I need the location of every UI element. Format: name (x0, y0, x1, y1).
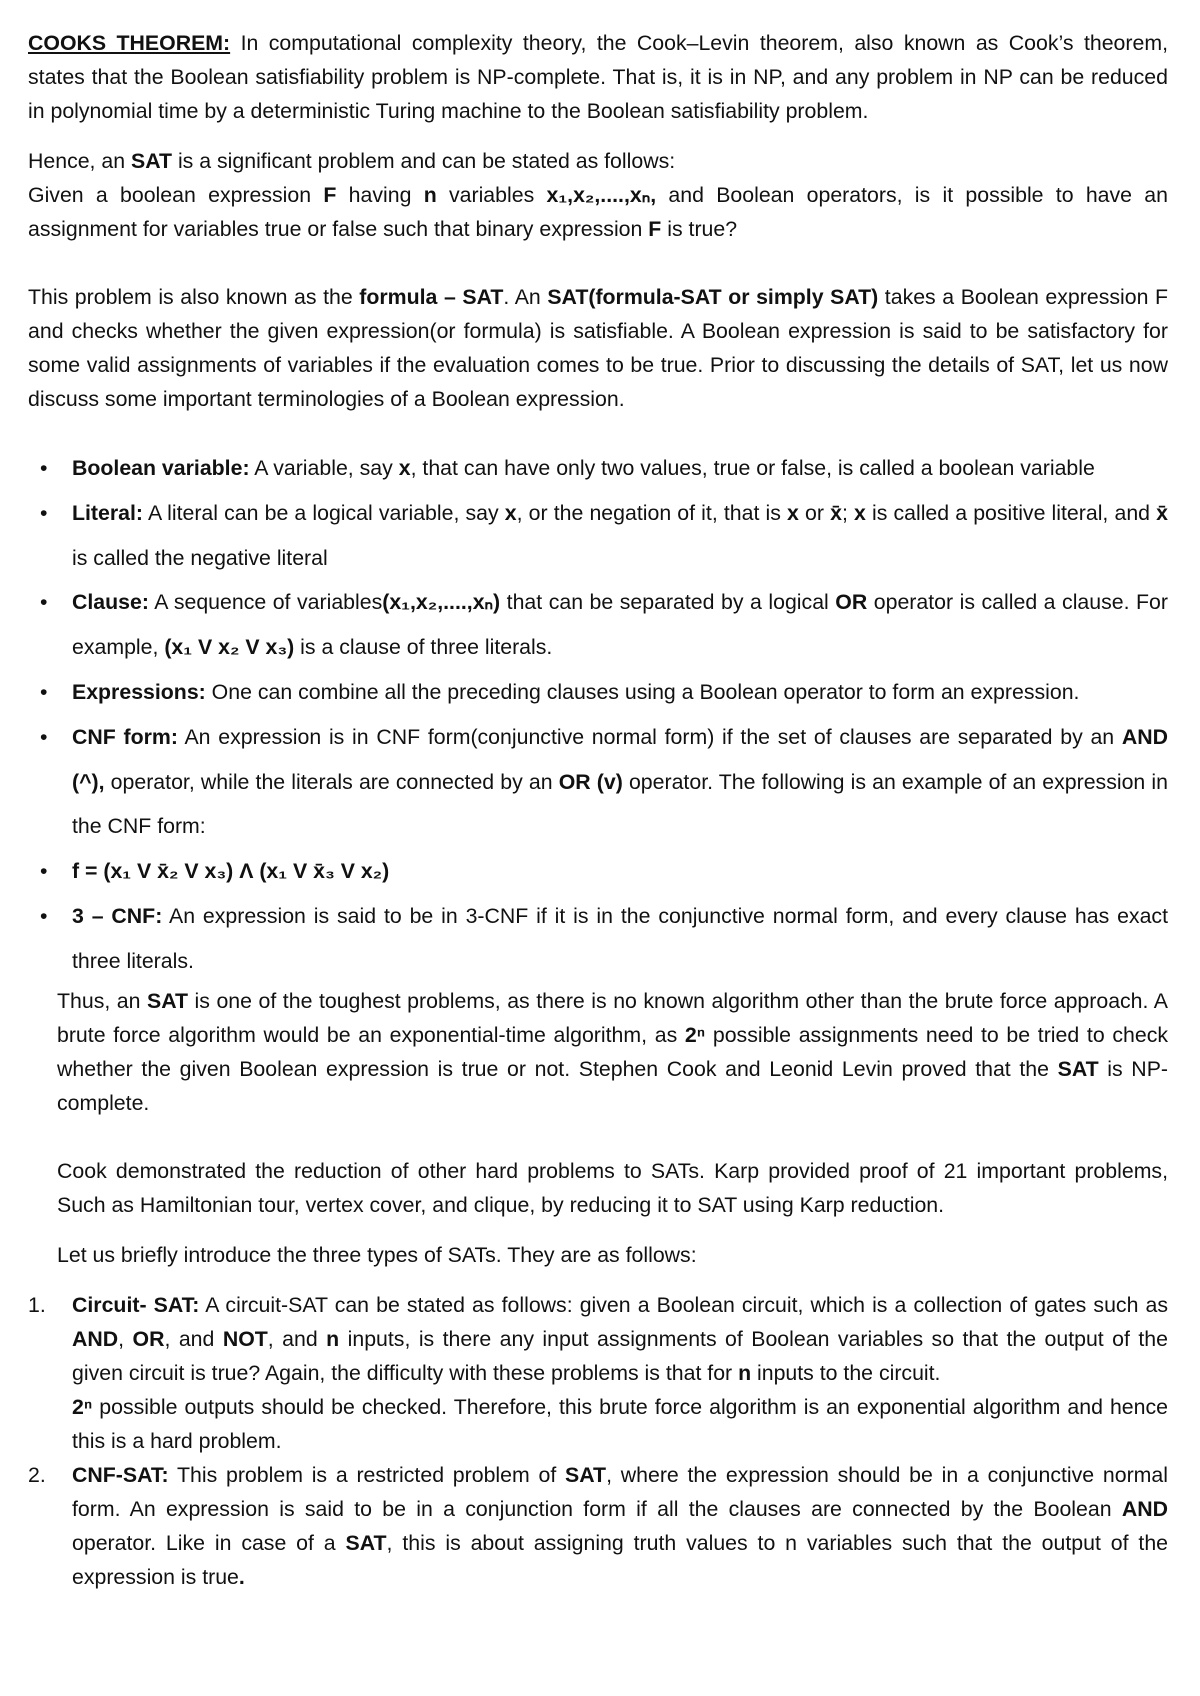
bold-power: 2ⁿ (72, 1394, 93, 1419)
bullet: • (40, 724, 48, 749)
list-item-circuit-sat (28, 1288, 1168, 1458)
term-label: Expressions: (72, 679, 206, 704)
item-number: 2. (28, 1462, 46, 1487)
list-item-expressions (28, 670, 1168, 715)
text: operator is called a clause. For example, (72, 590, 1168, 660)
formula-sat-paragraph (28, 280, 1168, 416)
term-label: Boolean variable: (72, 456, 250, 480)
list-item-cnf-sat (28, 1458, 1168, 1594)
text: . An (503, 285, 548, 309)
bold-period: . (238, 1564, 245, 1589)
text: is called the negative literal (72, 545, 328, 570)
text: , where the expression should be in a conjunctive normal form. An expression is said to be in a conjunction form if all the clauses are connected by the Boolean (72, 1462, 1168, 1521)
sat-types-list (28, 1288, 1168, 1594)
text: This problem is a restricted problem of (168, 1462, 566, 1487)
bold-and: AND (72, 1326, 119, 1351)
text: having (336, 183, 424, 207)
bullet: • (40, 500, 48, 525)
document-page (28, 26, 1168, 1594)
text: An expression is in CNF form(conjunctive normal form) if the set of clauses are separated by an (177, 724, 1122, 749)
text: , (118, 1326, 133, 1351)
cnf-formula: f = (x₁ V x̄₂ V x₃) Λ (x₁ V x̄₃ V x₂) (72, 859, 390, 884)
text: is a clause of three literals. (294, 635, 553, 660)
bold-x-bar: x̄ (830, 500, 842, 525)
text: , and (164, 1326, 223, 1351)
text: , that can have only two values, true or false, is called a boolean variable (410, 456, 1095, 480)
term-label: 3 – CNF: (72, 903, 163, 928)
text: operator, while the literals are connected by an (104, 769, 559, 794)
list-item-cnf-form (28, 715, 1168, 849)
bold-sat: SAT (131, 149, 173, 173)
bold-sat: SAT (565, 1462, 607, 1487)
text: is called a positive literal, and (865, 500, 1157, 525)
bold-and: AND (^), (72, 724, 1168, 794)
text: operator. Like in case of a (72, 1530, 346, 1555)
bold-or: OR (v) (558, 769, 623, 794)
bold-n: n (423, 183, 437, 207)
text: or (798, 500, 831, 525)
thus-paragraph (57, 984, 1168, 1120)
text: , and (267, 1326, 327, 1351)
text: possible outputs should be checked. Therefore, this brute force algorithm is an exponential algorithm and hence this is a hard problem. (72, 1394, 1168, 1453)
list-item-3-cnf (28, 894, 1168, 984)
text: A variable, say (249, 456, 399, 480)
bold-and: AND (1121, 1496, 1168, 1521)
bold-x: x (504, 500, 517, 525)
bold-n: n (326, 1326, 340, 1351)
text: is one of the toughest problems, as there is no known algorithm other than the brute force approach. A brute force algorithm would be an exponential-time algorithm, as (57, 988, 1169, 1047)
bold-clause-example: (x₁ V x₂ V x₃) (164, 635, 295, 660)
text: A literal can be a logical variable, say (143, 500, 505, 525)
text: Hence, an (28, 149, 132, 173)
bold-variables: (x₁,x₂,....,xₙ) (382, 590, 501, 615)
bullet: • (40, 859, 48, 884)
bold-x: x (787, 500, 799, 525)
text: Thus, an (57, 988, 148, 1013)
bold-x-bar: x̄ (1156, 500, 1168, 525)
term-label: Literal: (72, 500, 144, 525)
bold-or: OR (132, 1326, 165, 1351)
list-item-boolean-variable (28, 446, 1168, 491)
item-number: 1. (28, 1292, 46, 1317)
text: is a significant problem and can be stated as follows: (172, 149, 676, 173)
term-label: CNF-SAT: (72, 1462, 169, 1487)
text: ; (841, 500, 854, 525)
text: inputs, is there any input assignments of Boolean variables so that the output of the given circuit is true? Again, the difficulty with these problems is that for (72, 1326, 1168, 1385)
bold-or: OR (835, 590, 868, 615)
closing-section (28, 984, 1168, 1288)
text: One can combine all the preceding clauses using a Boolean operator to form an expression. (205, 679, 1080, 704)
sat-statement-line2 (28, 178, 1168, 246)
bullet: • (40, 679, 48, 704)
heading-cooks-theorem: COOKS THEOREM: (28, 31, 231, 55)
text: A circuit-SAT can be stated as follows: given a Boolean circuit, which is a collection of gates such as (199, 1292, 1168, 1317)
bold-f: F (648, 217, 662, 241)
bold-sat-definition: SAT(formula-SAT or simply SAT) (547, 285, 879, 309)
term-label: Clause: (72, 590, 149, 615)
text: Given a boolean expression (28, 183, 324, 207)
cook-paragraph: Cook demonstrated the reduction of other hard problems to SATs. Karp provided proof of 21 important problems, Such as Hamiltonian tour, vertex cover, and clique, by reducing it to SAT using Karp reduction. (57, 1158, 1168, 1217)
bold-not: NOT (222, 1326, 268, 1351)
intro-paragraph (28, 26, 1168, 128)
text: variables (436, 183, 547, 207)
bullet: • (40, 903, 48, 928)
bullet: • (40, 456, 48, 480)
bold-x: x (398, 456, 411, 480)
text: inputs to the circuit. (751, 1360, 941, 1385)
text: operator. The following is an example of an expression in the CNF form: (72, 769, 1168, 839)
term-label: CNF form: (72, 724, 178, 749)
text: is NP-complete. (57, 1056, 1168, 1115)
sat-statement-line1 (28, 144, 1168, 178)
types-intro: Let us briefly introduce the three types of SATs. They are as follows: (57, 1242, 697, 1267)
list-item-clause (28, 580, 1168, 670)
bold-n: n (738, 1360, 752, 1385)
bold-f: F (323, 183, 337, 207)
text: A sequence of variables (148, 590, 383, 615)
bold-sat: SAT (147, 988, 189, 1013)
terminology-list (28, 446, 1168, 984)
text: is true? (661, 217, 738, 241)
text: , this is about assigning truth values to n variables such that the output of the expression is true (72, 1530, 1169, 1589)
text: that can be separated by a logical (500, 590, 836, 615)
text: , or the negation of it, that is (516, 500, 788, 525)
intro-text: In computational complexity theory, the Cook–Levin theorem, also known as Cook’s theorem, states that the Boolean satisfiability problem is NP-complete. That is, it is in NP, and any problem in NP can be reduced in polynomial time by a deterministic Turing machine to the Boolean satisfiability problem. (28, 31, 1168, 123)
text: This problem is also known as the (28, 285, 360, 309)
text: An expression is said to be in 3-CNF if it is in the conjunctive normal form, and every clause has exact three literals. (72, 903, 1168, 973)
bullet: • (40, 590, 48, 615)
bold-variables: x₁,x₂,....,xₙ, (546, 183, 657, 207)
bold-sat: SAT (345, 1530, 387, 1555)
bold-x: x (853, 500, 866, 525)
bold-formula-sat: formula – SAT (359, 285, 504, 309)
bold-power: 2ⁿ (684, 1022, 706, 1047)
list-item-cnf-example (28, 849, 1168, 894)
text: possible assignments need to be tried to check whether the given Boolean expression is true or not. Stephen Cook and Leonid Levin proved that the (57, 1022, 1168, 1081)
term-label: Circuit- SAT: (72, 1292, 200, 1317)
text: and Boolean operators, is it possible to have an assignment for variables true or false such that binary expression (28, 183, 1168, 241)
bold-sat: SAT (1057, 1056, 1099, 1081)
list-item-literal (28, 491, 1168, 581)
text: takes a Boolean expression F and checks whether the given expression(or formula) is satisfiable. A Boolean expression is said to be satisfactory for some valid assignments of variables if the evaluation comes to be true. Prior to discussing the details of SAT, let us now discuss some important terminologies of a Boolean expression. (28, 285, 1168, 411)
